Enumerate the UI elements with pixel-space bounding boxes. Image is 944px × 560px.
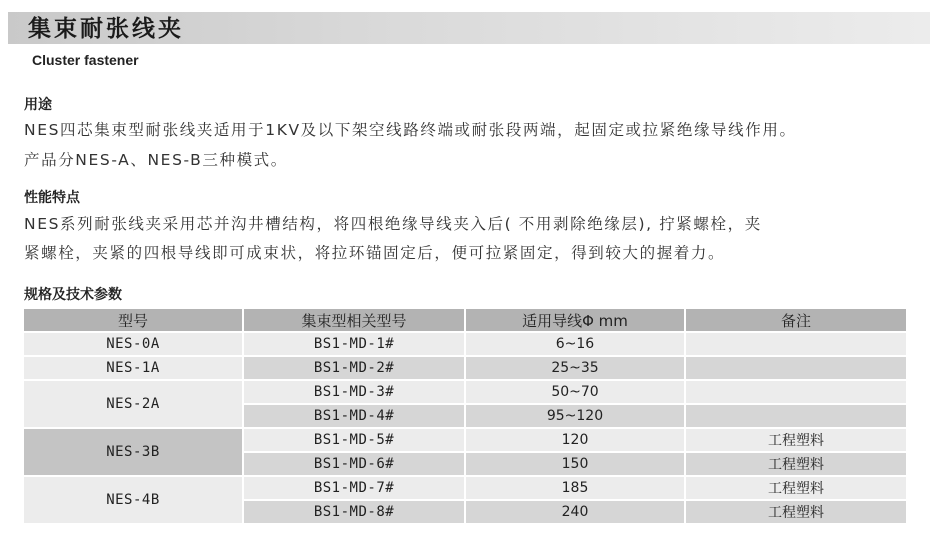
features-text-line-1: NES系列耐张线夹采用芯并沟井槽结构，将四根绝缘导线夹入后( 不用剥除绝缘层), 拧紧螺栓，夹 xyxy=(24,215,762,233)
column-header-remarks: 备注 xyxy=(686,309,906,331)
model-cell: NES-3B xyxy=(24,429,244,475)
remarks-cell: 工程塑料 xyxy=(686,429,906,451)
wire-size-cell: 25~35 xyxy=(466,357,686,379)
wire-size-cell: 50~70 xyxy=(466,381,686,403)
specs-heading: 规格及技术参数 xyxy=(24,287,122,303)
wire-size-cell: 240 xyxy=(466,501,686,523)
model-cell: NES-1A xyxy=(24,357,244,379)
remarks-cell: 工程塑料 xyxy=(686,453,906,475)
table-row xyxy=(24,357,906,379)
page-subtitle: Cluster fastener xyxy=(32,52,139,68)
model-cell: NES-0A xyxy=(24,333,244,355)
usage-heading: 用途 xyxy=(24,97,52,113)
remarks-cell: 工程塑料 xyxy=(686,477,906,499)
related-model-cell: BS1-MD-2# xyxy=(244,357,466,379)
remarks-cell xyxy=(686,333,906,355)
model-cell: NES-2A xyxy=(24,381,244,427)
spec-table xyxy=(24,307,906,525)
wire-size-cell: 150 xyxy=(466,453,686,475)
related-model-cell: BS1-MD-1# xyxy=(244,333,466,355)
remarks-cell: 工程塑料 xyxy=(686,501,906,523)
wire-size-cell: 95~120 xyxy=(466,405,686,427)
related-model-cell: BS1-MD-6# xyxy=(244,453,466,475)
wire-size-cell: 185 xyxy=(466,477,686,499)
related-model-cell: BS1-MD-5# xyxy=(244,429,466,451)
model-cell: NES-4B xyxy=(24,477,244,523)
related-model-cell: BS1-MD-8# xyxy=(244,501,466,523)
usage-text-line-1: NES四芯集束型耐张线夹适用于1KV及以下架空线路终端或耐张段两端，起固定或拉紧绝缘导线作用。 xyxy=(24,121,797,139)
table-row xyxy=(24,381,906,403)
related-model-cell: BS1-MD-3# xyxy=(244,381,466,403)
column-header-model: 型号 xyxy=(24,309,244,331)
features-heading: 性能特点 xyxy=(24,190,80,206)
remarks-cell xyxy=(686,381,906,403)
related-model-cell: BS1-MD-4# xyxy=(244,405,466,427)
table-row xyxy=(24,333,906,355)
column-header-related-model: 集束型相关型号 xyxy=(244,309,466,331)
remarks-cell xyxy=(686,405,906,427)
usage-text-line-2: 产品分NES-A、NES-B三种模式。 xyxy=(24,151,288,169)
wire-size-cell: 120 xyxy=(466,429,686,451)
column-header-wire-size: 适用导线Φ mm xyxy=(466,309,686,331)
related-model-cell: BS1-MD-7# xyxy=(244,477,466,499)
table-row xyxy=(24,477,906,499)
features-text-line-2: 紧螺栓，夹紧的四根导线即可成束状，将拉环锚固定后，便可拉紧固定，得到较大的握着力。 xyxy=(24,244,726,262)
remarks-cell xyxy=(686,357,906,379)
page-title: 集束耐张线夹 xyxy=(28,16,184,42)
table-header-row xyxy=(24,309,906,331)
table-row xyxy=(24,429,906,451)
wire-size-cell: 6~16 xyxy=(466,333,686,355)
